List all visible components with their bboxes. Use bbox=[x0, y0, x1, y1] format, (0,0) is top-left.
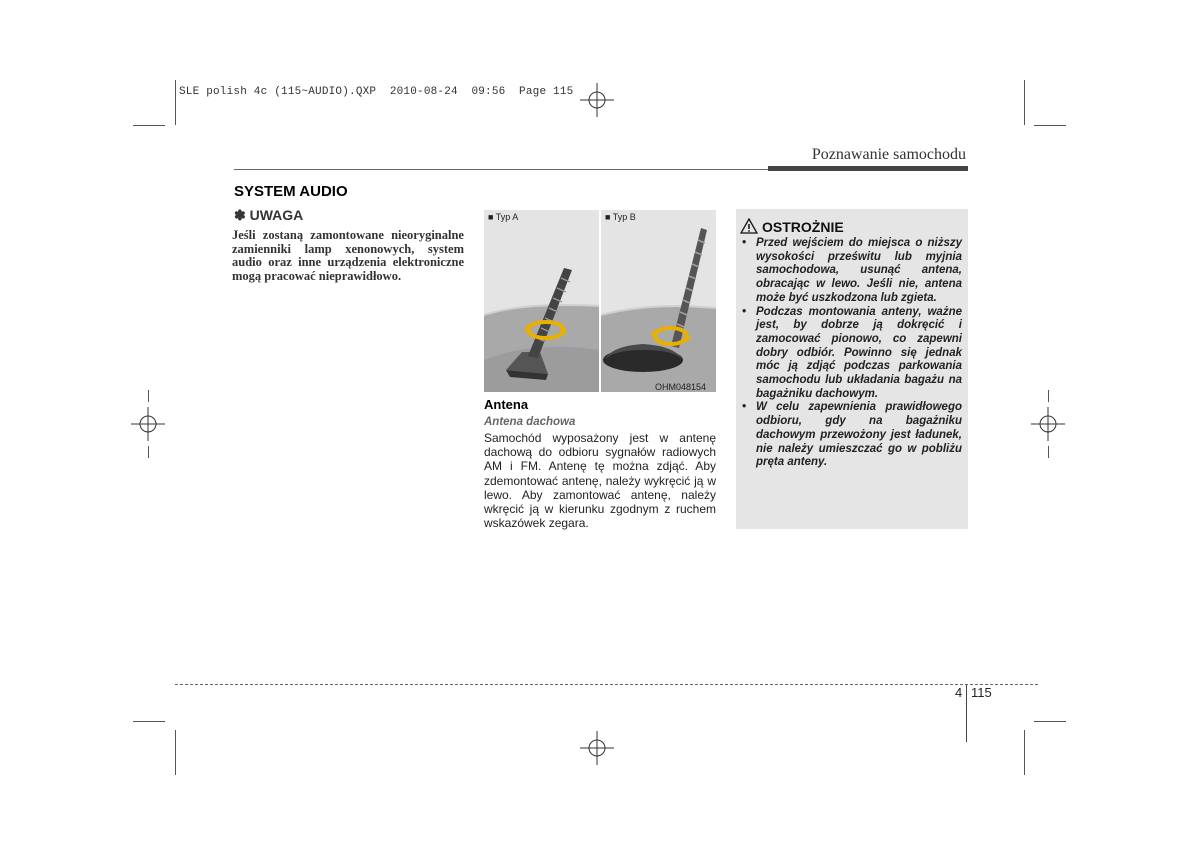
warning-triangle-icon bbox=[740, 218, 758, 234]
registration-mark-icon bbox=[580, 83, 614, 117]
antenna-type-b-illustration bbox=[601, 210, 716, 392]
figure-type-b bbox=[601, 210, 716, 392]
figure-code: OHM048154 bbox=[655, 382, 707, 392]
crop-mark bbox=[1034, 721, 1066, 722]
figure-label-type-b: ■ Typ B bbox=[605, 212, 636, 222]
caution-heading-label: OSTROŻNIE bbox=[762, 219, 844, 235]
crop-mark bbox=[1024, 80, 1025, 125]
registration-mark-icon bbox=[131, 407, 165, 441]
header-rule bbox=[234, 169, 768, 170]
note-heading-label: UWAGA bbox=[249, 207, 304, 223]
crop-mark bbox=[1048, 446, 1049, 458]
print-slug: SLE polish 4c (115~AUDIO).QXP 2010-08-24 09:56 Page 115 bbox=[179, 86, 574, 98]
crop-mark bbox=[148, 390, 149, 402]
antenna-subheading: Antena dachowa bbox=[484, 416, 576, 428]
caution-item: • Podczas montowania anteny, ważne jest, by dobrze ją dokręcić i zamocować pionowo, co zapewni dobry odbiór. Powinno się jednak móc ją zdjąć podczas parkowania samochodu lub układania bagażu na bagażniku dachowym. bbox=[740, 306, 962, 402]
note-body: Jeśli zostaną zamontowane nieoryginalne zamienniki lamp xenonowych, system audio oraz inne urządzenia elektroniczne mogą pracować nieprawidłowo. bbox=[232, 228, 464, 283]
antenna-body: Samochód wyposażony jest w antenę dachową do odbioru sygnałów radiowych AM i FM. Antenę tę można zdjąć. Aby zdemontować antenę, należy wykręcić ją w lewo. Aby zamontować antenę, należy wkręcić ją w kierunku zgodnym z ruchem wskazówek zegara. bbox=[484, 431, 716, 531]
crop-mark bbox=[1034, 125, 1066, 126]
registration-mark-icon bbox=[1031, 407, 1065, 441]
caution-heading bbox=[740, 218, 844, 235]
note-symbol-icon: ✽ bbox=[234, 207, 246, 223]
chapter-number: 4 bbox=[955, 685, 963, 700]
crop-mark bbox=[175, 80, 176, 125]
section-header: Poznawanie samochodu bbox=[811, 146, 966, 163]
caution-item: • Przed wejściem do miejsca o niższy wysokości prześwitu lub myjnia samochodowa, usunąć antena, obracając w lewo. Jeśli nie, antena może być uszkodzona lub zgieta. bbox=[740, 237, 962, 306]
header-rule-bar bbox=[768, 166, 968, 171]
crop-mark bbox=[1024, 730, 1025, 775]
caution-list bbox=[740, 237, 962, 470]
footer-rule bbox=[175, 684, 1038, 685]
crop-mark bbox=[1048, 390, 1049, 402]
crop-mark bbox=[133, 721, 165, 722]
crop-mark bbox=[175, 730, 176, 775]
page-number: 115 bbox=[971, 685, 992, 700]
page-number-divider bbox=[966, 685, 967, 742]
antenna-heading: Antena bbox=[484, 397, 529, 412]
antenna-type-a-illustration bbox=[484, 210, 599, 392]
note-heading bbox=[234, 207, 303, 224]
crop-mark bbox=[133, 125, 165, 126]
page-title: SYSTEM AUDIO bbox=[234, 183, 348, 200]
figure-type-a bbox=[484, 210, 599, 392]
registration-mark-icon bbox=[580, 731, 614, 765]
figure-label-type-a: ■ Typ A bbox=[488, 212, 519, 222]
caution-item: • W celu zapewnienia prawidłowego odbioru, gdy na bagażniku dachowym przewożony jest ładunek, nie należy umieszczać go w pobliżu pręta anteny. bbox=[740, 401, 962, 470]
crop-mark bbox=[148, 446, 149, 458]
